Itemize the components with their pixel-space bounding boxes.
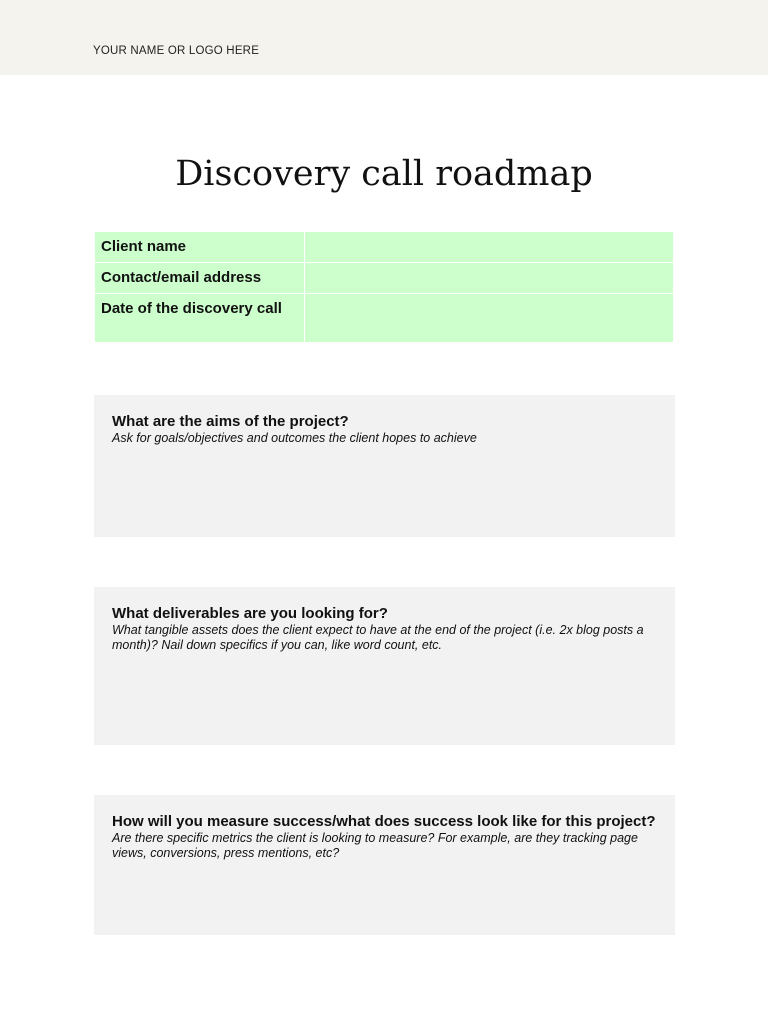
question-box-aims[interactable] [94,395,675,537]
question-heading: What are the aims of the project? [112,413,349,430]
question-box-success[interactable] [94,795,675,935]
call-date-label: Date of the discovery call [95,294,305,343]
question-hint: What tangible assets does the client expect to have at the end of the project (i.e. 2x blog posts a month)? Nail down specifics if you can, like word count, etc. [112,623,644,652]
question-hint: Are there specific metrics the client is looking to measure? For example, are they tracking page views, conversions, press mentions, etc? [112,831,638,860]
call-date-field[interactable] [305,294,674,343]
question-heading: What deliverables are you looking for? [112,605,388,622]
page-title: Discovery call roadmap [175,154,593,194]
table-row [95,294,674,343]
question-box-deliverables[interactable] [94,587,675,745]
client-info-table [94,231,674,343]
contact-email-field[interactable] [305,263,674,294]
client-name-field[interactable] [305,232,674,263]
table-row [95,232,674,263]
table-row [95,263,674,294]
question-heading: How will you measure success/what does success look like for this project? [112,813,656,830]
header-band [0,0,768,75]
contact-email-label: Contact/email address [95,263,305,294]
logo-placeholder: YOUR NAME OR LOGO HERE [93,45,260,57]
client-name-label: Client name [95,232,305,263]
question-hint: Ask for goals/objectives and outcomes the client hopes to achieve [112,431,477,445]
